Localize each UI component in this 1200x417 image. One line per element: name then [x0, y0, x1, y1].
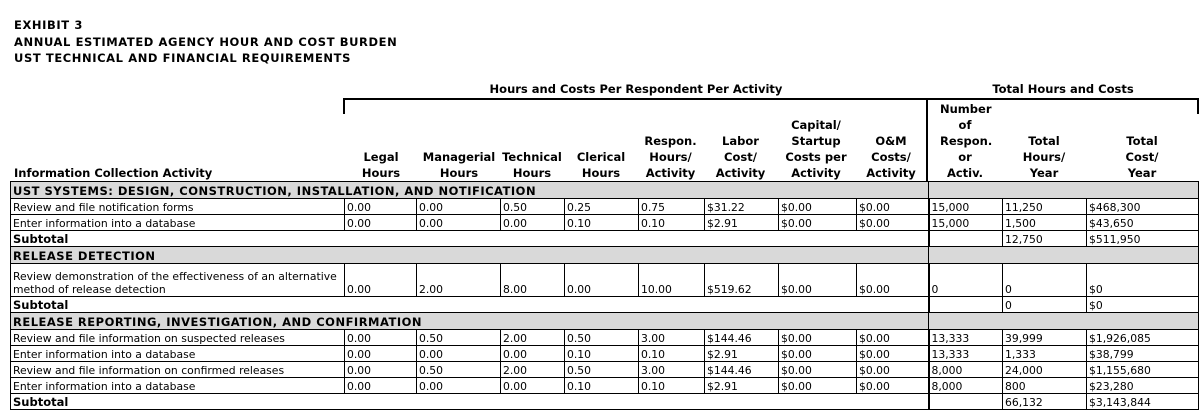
value-cell: $2.91: [705, 346, 779, 362]
value-cell: 0.10: [565, 378, 639, 394]
col-header-number: Number of Respon. or Activ.: [940, 102, 993, 180]
activity-cell: Enter information into a database: [11, 346, 345, 362]
value-cell: 2.00: [501, 362, 565, 378]
value-cell: 2.00: [417, 264, 501, 297]
value-cell: 0.10: [565, 215, 639, 231]
value-cell: 0.00: [345, 264, 417, 297]
value-cell: 0.75: [639, 199, 705, 215]
section-title: RELEASE REPORTING, INVESTIGATION, AND CONFIRMATION: [11, 313, 929, 330]
value-cell: $0.00: [779, 346, 857, 362]
table-row: [11, 264, 1199, 297]
value-cell: 0.00: [345, 378, 417, 394]
value-cell: 0.50: [565, 330, 639, 346]
value-cell: 0.10: [639, 378, 705, 394]
subtotal-cost: $511,950: [1087, 231, 1199, 247]
table-row: [11, 378, 1199, 394]
section-title: RELEASE DETECTION: [11, 247, 929, 264]
section-header-row: [11, 182, 1199, 199]
value-cell: 1,333: [1003, 346, 1087, 362]
value-cell: 0.00: [345, 199, 417, 215]
value-cell: 0.00: [565, 264, 639, 297]
section-header-row: [11, 247, 1199, 264]
activity-cell: Review and file information on suspected releases: [11, 330, 345, 346]
value-cell: $144.46: [705, 330, 779, 346]
value-cell: 15,000: [929, 199, 1003, 215]
value-cell: $0.00: [779, 264, 857, 297]
table-row: [11, 362, 1199, 378]
value-cell: $2.91: [705, 215, 779, 231]
section-title: UST SYSTEMS: DESIGN, CONSTRUCTION, INSTALLATION, AND NOTIFICATION: [11, 182, 929, 199]
value-cell: 0.50: [501, 199, 565, 215]
activity-cell: Review demonstration of the effectiveness of an alternative method of release detection: [11, 264, 345, 297]
value-cell: 0.00: [417, 199, 501, 215]
value-cell: $0.00: [857, 378, 929, 394]
col-header-om-costs: O&M Costs/ Activity: [866, 134, 916, 180]
value-cell: 1,500: [1003, 215, 1087, 231]
value-cell: 0.00: [345, 330, 417, 346]
value-cell: 0.00: [501, 346, 565, 362]
value-cell: $0.00: [857, 346, 929, 362]
subtotal-row: [11, 231, 1199, 247]
value-cell: $1,155,680: [1087, 362, 1199, 378]
value-cell: $0: [1087, 264, 1199, 297]
value-cell: 0.00: [345, 215, 417, 231]
value-cell: 0.00: [345, 346, 417, 362]
subtotal-blank: [929, 297, 1003, 313]
exhibit-subtitle: UST TECHNICAL AND FINANCIAL REQUIREMENTS: [14, 51, 351, 65]
col-header-clerical: Clerical Hours: [576, 150, 626, 180]
value-cell: 10.00: [639, 264, 705, 297]
value-cell: $2.91: [705, 378, 779, 394]
value-cell: $0.00: [779, 378, 857, 394]
value-cell: $31.22: [705, 199, 779, 215]
section-title-filler: [929, 182, 1199, 199]
col-header-total-hours: Total Hours/ Year: [1022, 134, 1066, 180]
value-cell: $0.00: [779, 215, 857, 231]
value-cell: 8,000: [929, 362, 1003, 378]
value-cell: 24,000: [1003, 362, 1087, 378]
value-cell: 0.00: [417, 215, 501, 231]
value-cell: 8.00: [501, 264, 565, 297]
col-header-capital-startup: Capital/ Startup Costs per Activity: [785, 118, 847, 180]
table-row: [11, 346, 1199, 362]
value-cell: 0: [1003, 264, 1087, 297]
value-cell: $0.00: [857, 330, 929, 346]
value-cell: 0.00: [501, 378, 565, 394]
col-header-managerial: Managerial Hours: [422, 150, 496, 180]
value-cell: $0.00: [857, 199, 929, 215]
subtotal-label: Subtotal: [11, 394, 929, 410]
value-cell: 0.10: [639, 215, 705, 231]
subtotal-hours: 0: [1003, 297, 1087, 313]
subtotal-cost: $0: [1087, 297, 1199, 313]
value-cell: 0.10: [639, 346, 705, 362]
value-cell: 0.25: [565, 199, 639, 215]
exhibit-number: EXHIBIT 3: [14, 18, 83, 32]
subtotal-blank: [929, 394, 1003, 410]
value-cell: 8,000: [929, 378, 1003, 394]
col-header-labor-cost: Labor Cost/ Activity: [715, 134, 766, 180]
subtotal-hours: 12,750: [1003, 231, 1087, 247]
value-cell: 0.00: [345, 362, 417, 378]
value-cell: 0.10: [565, 346, 639, 362]
section-header-row: [11, 313, 1199, 330]
exhibit-title: ANNUAL ESTIMATED AGENCY HOUR AND COST BURDEN: [14, 35, 398, 49]
col-header-total-cost: Total Cost/ Year: [1125, 134, 1159, 180]
value-cell: $144.46: [705, 362, 779, 378]
value-cell: 13,333: [929, 330, 1003, 346]
section-title-filler: [929, 247, 1199, 264]
col-header-respon-hours: Respon. Hours/ Activity: [644, 134, 697, 180]
col-header-technical: Technical Hours: [502, 150, 562, 180]
table-row: [11, 330, 1199, 346]
value-cell: 11,250: [1003, 199, 1087, 215]
value-cell: $519.62: [705, 264, 779, 297]
value-cell: $0.00: [857, 264, 929, 297]
value-cell: $23,280: [1087, 378, 1199, 394]
subtotal-label: Subtotal: [11, 297, 929, 313]
value-cell: 3.00: [639, 362, 705, 378]
subtotal-hours: 66,132: [1003, 394, 1087, 410]
value-cell: 0.00: [417, 378, 501, 394]
value-cell: 0.50: [417, 330, 501, 346]
value-cell: 13,333: [929, 346, 1003, 362]
group-header-per-activity: Hours and Costs Per Respondent Per Activity: [489, 82, 783, 96]
col-header-activity: Information Collection Activity: [14, 166, 213, 180]
section-title-filler: [929, 313, 1199, 330]
value-cell: $1,926,085: [1087, 330, 1199, 346]
value-cell: 3.00: [639, 330, 705, 346]
col-header-legal: Legal Hours: [361, 150, 401, 180]
value-cell: 0.00: [417, 346, 501, 362]
value-cell: $468,300: [1087, 199, 1199, 215]
value-cell: 39,999: [1003, 330, 1087, 346]
activity-cell: Review and file notification forms: [11, 199, 345, 215]
value-cell: $0.00: [779, 362, 857, 378]
table-row: [11, 215, 1199, 231]
group-header-totals: Total Hours and Costs: [992, 82, 1134, 96]
value-cell: 800: [1003, 378, 1087, 394]
value-cell: $0.00: [779, 199, 857, 215]
subtotal-blank: [929, 231, 1003, 247]
value-cell: 2.00: [501, 330, 565, 346]
value-cell: 0.50: [417, 362, 501, 378]
value-cell: $0.00: [857, 215, 929, 231]
value-cell: $0.00: [779, 330, 857, 346]
value-cell: 15,000: [929, 215, 1003, 231]
value-cell: $43,650: [1087, 215, 1199, 231]
burden-table: [10, 181, 1199, 410]
activity-cell: Enter information into a database: [11, 215, 345, 231]
subtotal-row: [11, 297, 1199, 313]
subtotal-label: Subtotal: [11, 231, 929, 247]
value-cell: 0.00: [501, 215, 565, 231]
value-cell: $38,799: [1087, 346, 1199, 362]
value-cell: 0.50: [565, 362, 639, 378]
subtotal-row: [11, 394, 1199, 410]
table-row: [11, 199, 1199, 215]
activity-cell: Enter information into a database: [11, 378, 345, 394]
subtotal-cost: $3,143,844: [1087, 394, 1199, 410]
value-cell: 0: [929, 264, 1003, 297]
activity-cell: Review and file information on confirmed releases: [11, 362, 345, 378]
value-cell: $0.00: [857, 362, 929, 378]
